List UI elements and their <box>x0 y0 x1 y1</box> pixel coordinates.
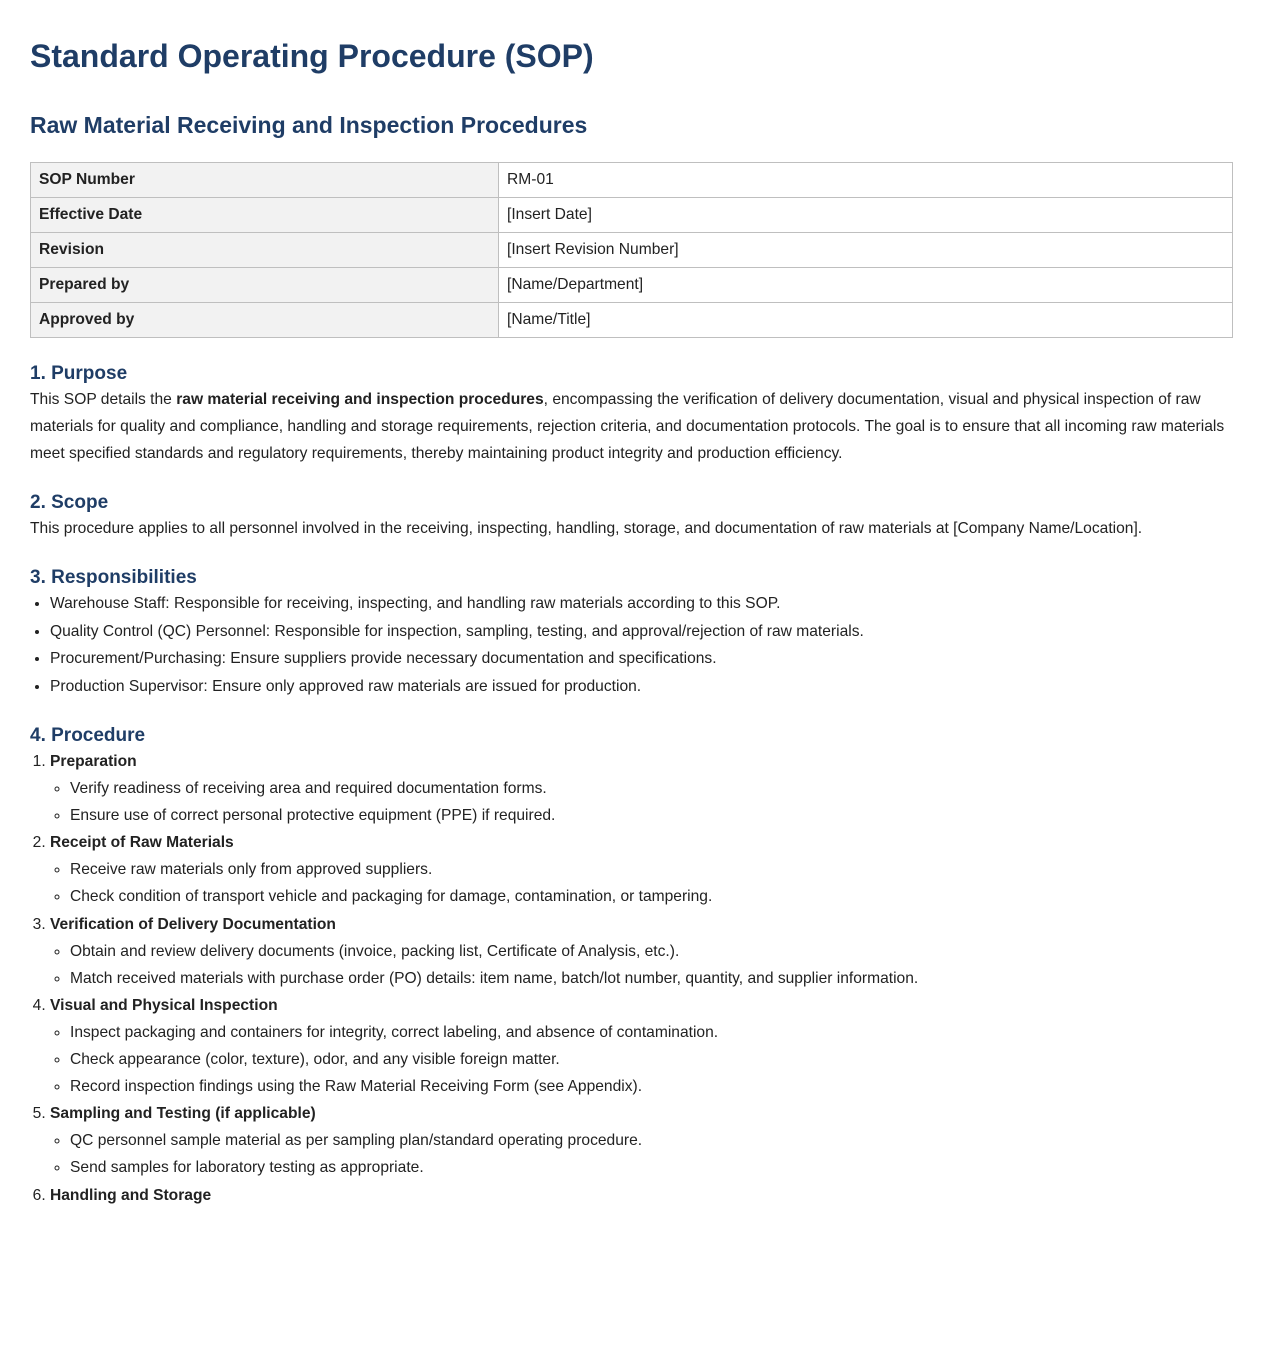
procedure-step <box>50 829 1233 910</box>
step-title: Sampling and Testing (if applicable) <box>50 1105 316 1123</box>
meta-value: [Name/Title] <box>499 303 1233 338</box>
list-item: ◦ Check condition of transport vehicle and packaging for damage, contamination, or tampering. <box>70 883 1233 910</box>
procedure-step <box>50 911 1233 992</box>
procedure-heading: 4. Procedure <box>30 725 146 746</box>
list-item: ◦ Send samples for laboratory testing as appropriate. <box>70 1154 1233 1181</box>
responsibilities-heading: 3. Responsibilities <box>30 567 197 588</box>
step-title: Visual and Physical Inspection <box>50 996 278 1014</box>
scope-heading: 2. Scope <box>30 492 109 513</box>
list-item: • Procurement/Purchasing: Ensure suppliers provide necessary documentation and specifications. <box>50 645 1233 673</box>
list-item: ◦ Receive raw materials only from approved suppliers. <box>70 856 1233 883</box>
purpose-text <box>30 386 1233 467</box>
list-item: ◦ Verify readiness of receiving area and required documentation forms. <box>70 775 1233 802</box>
sop-meta-table <box>30 162 1233 338</box>
meta-label: Effective Date <box>31 198 499 233</box>
meta-label: SOP Number <box>31 163 499 198</box>
step-substeps <box>50 1019 1233 1100</box>
responsibilities-list <box>30 590 1233 700</box>
step-title: Verification of Delivery Documentation <box>50 915 336 933</box>
purpose-text-start: This SOP details the <box>30 391 177 408</box>
meta-label: Prepared by <box>31 268 499 303</box>
table-row <box>31 163 1233 198</box>
step-substeps <box>50 775 1233 829</box>
table-row <box>31 198 1233 233</box>
list-item: ◦ Ensure use of correct personal protective equipment (PPE) if required. <box>70 802 1233 829</box>
procedure-step <box>50 1100 1233 1181</box>
purpose-text-end: , encompassing the verification of delivery documentation, visual and physical inspection of raw materials for quality and compliance, handling and storage requirements, rejection criteria, and documentation protocols. The goal is to ensure that all incoming raw materials meet specified standards and regulatory requirements, thereby maintaining product integrity and production efficiency. <box>30 391 1225 462</box>
list-item: ◦ QC personnel sample material as per sampling plan/standard operating procedure. <box>70 1127 1233 1154</box>
list-item: ◦ Check appearance (color, texture), odor, and any visible foreign matter. <box>70 1046 1233 1073</box>
procedure-step <box>50 1182 1233 1209</box>
list-item: ◦ Obtain and review delivery documents (invoice, packing list, Certificate of Analysis, etc.). <box>70 938 1233 965</box>
meta-label: Approved by <box>31 303 499 338</box>
procedure-step <box>50 748 1233 829</box>
meta-value: [Name/Department] <box>499 268 1233 303</box>
purpose-heading: 1. Purpose <box>30 363 128 384</box>
meta-value: RM-01 <box>499 163 1233 198</box>
purpose-section <box>30 362 1233 467</box>
step-substeps <box>50 1127 1233 1181</box>
list-item: ◦ Inspect packaging and containers for integrity, correct labeling, and absence of contamination. <box>70 1019 1233 1046</box>
step-substeps <box>50 856 1233 910</box>
list-item: ◦ Record inspection findings using the Raw Material Receiving Form (see Appendix). <box>70 1073 1233 1100</box>
list-item: • Quality Control (QC) Personnel: Responsible for inspection, sampling, testing, and approval/rejection of raw materials. <box>50 618 1233 646</box>
table-row <box>31 303 1233 338</box>
step-title: Handling and Storage <box>50 1186 212 1204</box>
meta-value: [Insert Date] <box>499 198 1233 233</box>
responsibilities-section <box>30 566 1233 700</box>
procedure-section <box>30 724 1233 1209</box>
procedure-steps <box>30 748 1233 1209</box>
scope-text: This procedure applies to all personnel involved in the receiving, inspecting, handling, storage, and documentation of raw materials at [Company Name/Location]. <box>30 520 1143 537</box>
step-substeps <box>50 938 1233 992</box>
list-item: • Warehouse Staff: Responsible for receiving, inspecting, and handling raw materials according to this SOP. <box>50 590 1233 618</box>
meta-label: Revision <box>31 233 499 268</box>
table-row <box>31 268 1233 303</box>
list-item: ◦ Match received materials with purchase order (PO) details: item name, batch/lot number, quantity, and supplier information. <box>70 965 1233 992</box>
purpose-text-bold: raw material receiving and inspection procedures <box>176 391 544 408</box>
step-title: Receipt of Raw Materials <box>50 834 234 852</box>
procedure-step <box>50 992 1233 1100</box>
list-item: • Production Supervisor: Ensure only approved raw materials are issued for production. <box>50 673 1233 701</box>
page-subtitle: Raw Material Receiving and Inspection Procedures <box>30 112 588 138</box>
step-title: Preparation <box>50 753 137 770</box>
scope-section <box>30 491 1233 542</box>
table-row <box>31 233 1233 268</box>
meta-value: [Insert Revision Number] <box>499 233 1233 268</box>
page-title: Standard Operating Procedure (SOP) <box>30 38 594 74</box>
